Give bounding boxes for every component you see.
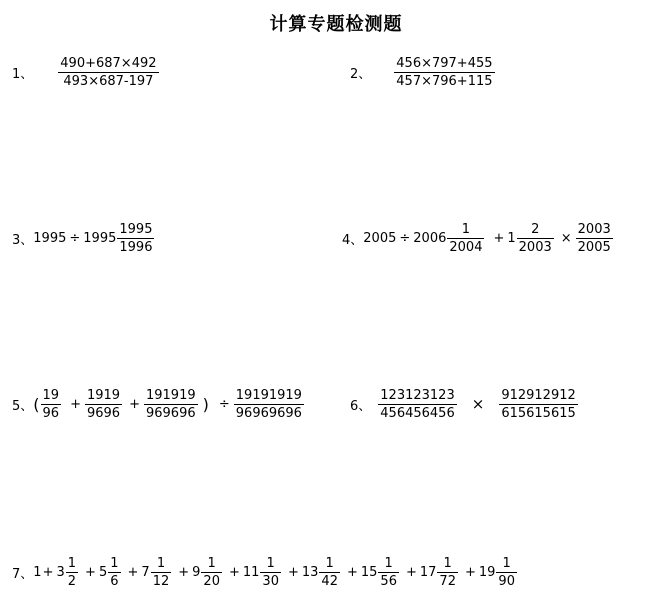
problem-4-b: 2006	[413, 230, 447, 246]
plus-sign: +	[127, 564, 139, 580]
problem-3-label: 3、	[12, 232, 34, 248]
problem-5-fraction-3	[144, 387, 198, 422]
plus-sign: +	[85, 564, 96, 580]
problem-5-fraction-1	[41, 387, 62, 422]
problem-7-f8-denominator: 72	[439, 573, 456, 589]
problem-7-f3-numerator: 1	[156, 555, 166, 571]
plus-sign: +	[287, 564, 299, 580]
problem-7-whole-8: 17	[419, 564, 437, 580]
problem-7-fraction-7	[378, 555, 399, 590]
problem-6-f2-denominator: 615615615	[501, 405, 576, 421]
plus-sign: +	[42, 564, 54, 580]
problem-4-f3-denominator: 2005	[577, 239, 611, 255]
plus-sign: +	[346, 564, 358, 580]
problem-1-denominator: 493×687-197	[63, 73, 154, 89]
problem-7-f9-numerator: 1	[502, 555, 511, 571]
plus-sign: +	[178, 564, 190, 580]
divide-sign: ÷	[69, 230, 81, 246]
page-title: 计算专题检测题	[269, 14, 403, 35]
problem-7-f2-numerator: 1	[110, 555, 119, 571]
problem-7-f2-denominator: 6	[110, 573, 119, 589]
problem-7-whole-3: 7	[141, 564, 150, 580]
problem-5-f3-numerator: 191919	[145, 387, 196, 403]
problem-3-a: 1995	[33, 230, 67, 246]
problem-3-fraction-denominator: 1996	[119, 239, 153, 255]
problem-6-fraction-1	[378, 387, 456, 422]
problem-7-fraction-6	[319, 555, 340, 590]
problem-5-f4-denominator: 96969696	[235, 405, 302, 421]
problem-3	[12, 216, 155, 260]
problem-7-label: 7、	[12, 566, 34, 582]
problem-7-f6-numerator: 1	[325, 555, 334, 571]
problem-4	[342, 216, 614, 260]
problem-5-f2-denominator: 9696	[86, 405, 121, 421]
problem-7-fraction-4	[201, 555, 222, 590]
problem-5-f3-denominator: 969696	[145, 405, 196, 421]
right-paren: )	[202, 394, 209, 414]
problem-4-fraction-3	[576, 221, 613, 256]
plus-sign: +	[70, 396, 81, 412]
problem-4-fraction-2	[517, 221, 554, 256]
problem-5-fraction-4	[234, 387, 304, 422]
problem-2-label: 2、	[350, 66, 372, 82]
problem-1-numerator: 490+687×492	[60, 55, 157, 71]
problem-7-f1-denominator: 2	[67, 573, 77, 589]
problem-7-fraction-3	[151, 555, 172, 590]
plus-sign: +	[464, 564, 476, 580]
problem-7-f1-numerator: 1	[67, 555, 77, 571]
problem-6	[350, 382, 579, 426]
problem-4-f1-denominator: 2004	[449, 239, 483, 255]
problem-7-f5-numerator: 1	[266, 555, 275, 571]
problem-6-fraction-2	[499, 387, 577, 422]
problem-1-fraction	[58, 55, 158, 90]
problem-1	[12, 50, 160, 94]
problem-5-f1-numerator: 19	[42, 387, 60, 403]
problem-5-f1-denominator: 96	[42, 405, 60, 421]
problem-7-f4-numerator: 1	[207, 555, 216, 571]
times-sign: ×	[560, 230, 572, 246]
problem-7-whole-7: 15	[360, 564, 378, 580]
problem-4-f2-numerator: 2	[531, 221, 540, 237]
problem-7-f5-denominator: 30	[262, 573, 279, 589]
problem-2-fraction	[394, 55, 494, 90]
plus-sign: +	[228, 564, 240, 580]
problem-7-whole-9: 19	[478, 564, 496, 580]
problem-5-label: 5、	[12, 398, 34, 414]
problem-6-f2-numerator: 912912912	[501, 387, 576, 403]
divide-sign: ÷	[399, 230, 411, 246]
problem-4-f3-numerator: 2003	[577, 221, 611, 237]
problem-7-fraction-8	[437, 555, 458, 590]
plus-sign: +	[493, 230, 505, 246]
plus-sign: +	[129, 396, 140, 412]
problem-2-numerator: 456×797+455	[396, 55, 493, 71]
problem-7-f8-numerator: 1	[443, 555, 452, 571]
problem-6-f1-numerator: 123123123	[380, 387, 455, 403]
problem-4-fraction-1	[447, 221, 484, 256]
problem-7-f6-denominator: 42	[321, 573, 338, 589]
problem-5	[12, 382, 305, 426]
problem-2	[350, 50, 496, 94]
problem-7-lead: 1	[33, 564, 42, 580]
problem-7-whole-1: 3	[56, 564, 65, 580]
problem-5-fraction-2	[85, 387, 122, 422]
problem-4-a: 2005	[363, 230, 397, 246]
problem-7-whole-6: 13	[301, 564, 319, 580]
problem-2-denominator: 457×796+115	[396, 73, 493, 89]
problem-6-label: 6、	[350, 398, 372, 414]
times-sign: ×	[471, 395, 485, 413]
problem-4-f2-denominator: 2003	[518, 239, 552, 255]
problem-7-f9-denominator: 90	[498, 573, 515, 589]
problem-7-f7-denominator: 56	[380, 573, 397, 589]
problem-7-fraction-5	[260, 555, 281, 590]
problem-5-f4-numerator: 19191919	[235, 387, 302, 403]
problem-7-whole-2: 5	[98, 564, 108, 580]
problem-5-f2-numerator: 1919	[86, 387, 121, 403]
problem-7-fraction-2	[108, 555, 120, 590]
problem-7-fraction-9	[496, 555, 517, 590]
problem-7-whole-4: 9	[192, 564, 201, 580]
problem-7-f4-denominator: 20	[203, 573, 220, 589]
problem-7	[12, 550, 518, 594]
problem-7-fraction-1	[66, 555, 78, 590]
problem-7-f7-numerator: 1	[384, 555, 393, 571]
problem-7-f3-denominator: 12	[152, 573, 170, 589]
problem-3-fraction-numerator: 1995	[119, 221, 153, 237]
plus-sign: +	[405, 564, 417, 580]
problem-3-fraction	[117, 221, 154, 256]
problem-6-f1-denominator: 456456456	[380, 405, 455, 421]
problem-4-c: 1	[507, 230, 516, 246]
problem-3-b: 1995	[83, 230, 117, 246]
problem-4-label: 4、	[342, 232, 364, 248]
divide-sign: ÷	[218, 396, 230, 412]
problem-7-whole-5: 11	[242, 564, 260, 580]
left-paren: (	[33, 394, 40, 414]
problem-1-label: 1、	[12, 66, 34, 82]
problem-4-f1-numerator: 1	[461, 221, 471, 237]
